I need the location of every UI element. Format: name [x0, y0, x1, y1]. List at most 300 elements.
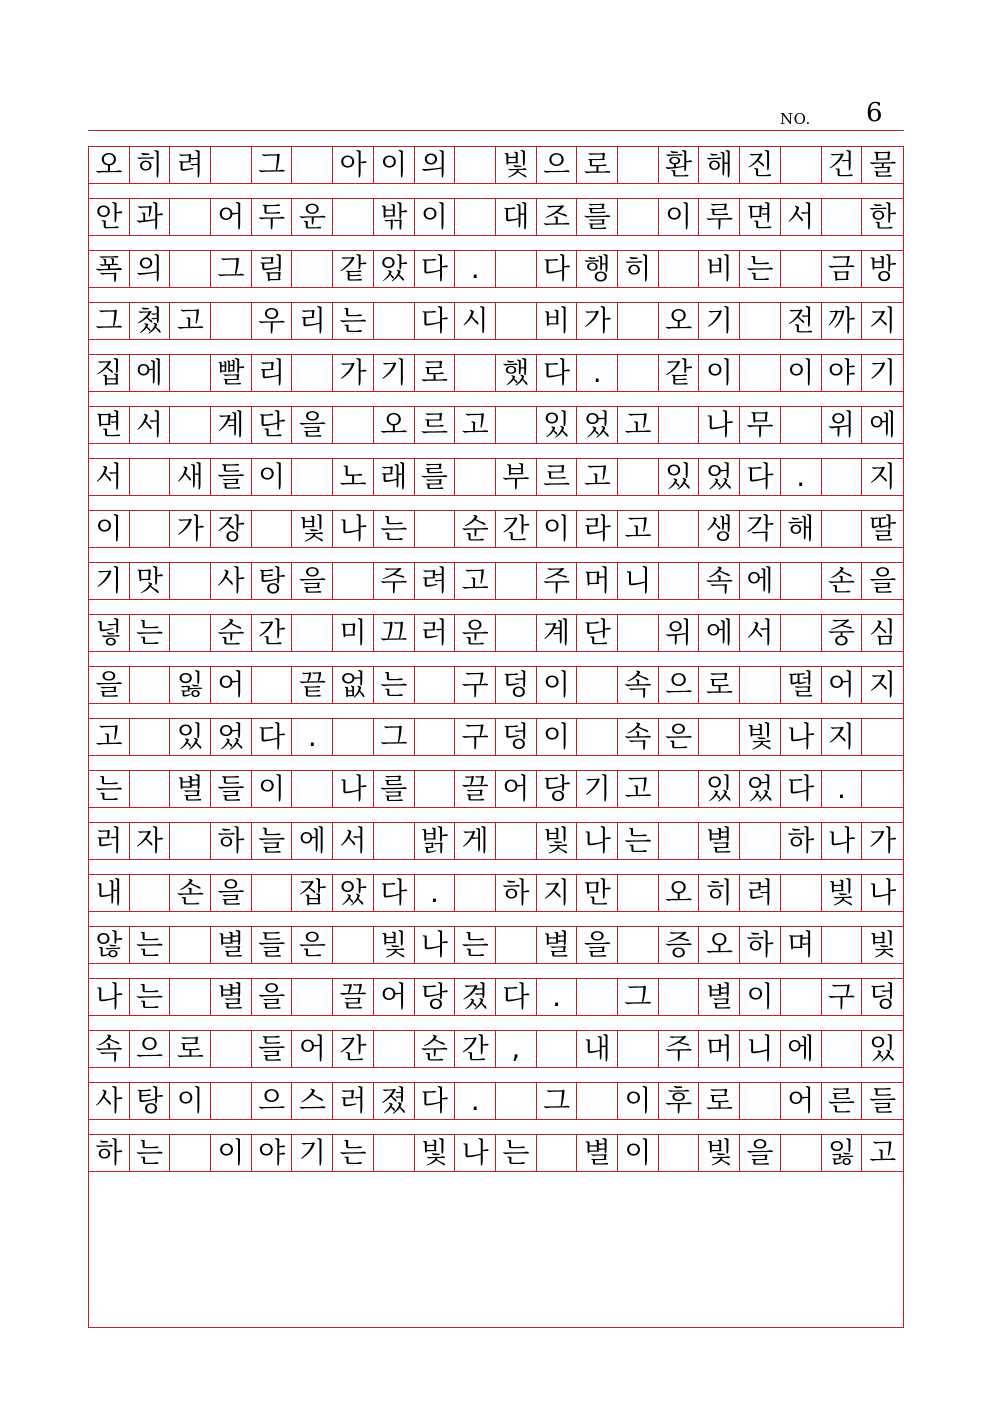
manuscript-cell: 별	[700, 823, 741, 859]
manuscript-cell: 고	[455, 407, 496, 443]
manuscript-cell	[781, 563, 822, 599]
manuscript-cell	[455, 199, 496, 235]
manuscript-cell	[333, 927, 374, 963]
manuscript-cell: 루	[700, 199, 741, 235]
manuscript-cell: 이	[618, 1135, 659, 1171]
manuscript-cell: ,	[496, 1031, 537, 1067]
manuscript-cell: 밝	[415, 823, 456, 859]
manuscript-cell	[496, 407, 537, 443]
manuscript-cell: 이	[659, 199, 700, 235]
manuscript-cell: 전	[781, 303, 822, 339]
manuscript-cell: 다	[537, 251, 578, 287]
manuscript-cell: 으	[537, 147, 578, 183]
manuscript-cell: 졌	[374, 1083, 415, 1119]
manuscript-cell: 러	[415, 615, 456, 651]
manuscript-cell	[659, 407, 700, 443]
manuscript-cell: .	[781, 459, 822, 495]
manuscript-cell: 서	[130, 407, 171, 443]
manuscript-cell: .	[415, 875, 456, 911]
manuscript-cell	[659, 979, 700, 1015]
manuscript-cell	[577, 1083, 618, 1119]
manuscript-cell: 기	[89, 563, 130, 599]
manuscript-cell: 빨	[211, 355, 252, 391]
manuscript-grid	[88, 146, 904, 1328]
manuscript-cell	[700, 719, 741, 755]
manuscript-cell: 빛	[537, 823, 578, 859]
manuscript-cell: 를	[374, 771, 415, 807]
manuscript-cell: 운	[293, 199, 334, 235]
manuscript-cell: 하	[89, 1135, 130, 1171]
manuscript-cell: 심	[869, 616, 897, 649]
manuscript-cell: 같	[659, 355, 700, 391]
manuscript-cell: 을	[293, 407, 334, 443]
manuscript-cell: 니	[618, 563, 659, 599]
manuscript-cell	[252, 511, 293, 547]
manuscript-cell: 오	[659, 875, 700, 911]
manuscript-cell: 사	[89, 1083, 130, 1119]
manuscript-cell: 자	[130, 823, 171, 859]
manuscript-row	[89, 1134, 903, 1172]
manuscript-cell: 가	[170, 511, 211, 547]
manuscript-cell: 는	[374, 667, 415, 703]
manuscript-cell	[211, 1031, 252, 1067]
manuscript-cell	[822, 1031, 863, 1067]
manuscript-cell: 라	[577, 511, 618, 547]
manuscript-cell: 는	[130, 979, 171, 1015]
manuscript-cell: 로	[700, 667, 741, 703]
manuscript-cell: 고	[618, 511, 659, 547]
manuscript-cell	[862, 719, 903, 755]
manuscript-cell: 고	[89, 719, 130, 755]
manuscript-cell: 나	[333, 511, 374, 547]
manuscript-cell: 니	[740, 1031, 781, 1067]
manuscript-cell	[496, 563, 537, 599]
manuscript-row	[89, 978, 903, 1016]
manuscript-cell	[659, 771, 700, 807]
manuscript-cell: 잡	[293, 875, 334, 911]
manuscript-cell: 순	[211, 615, 252, 651]
manuscript-cell: 물	[869, 148, 897, 181]
manuscript-cell: 에	[700, 615, 741, 651]
manuscript-cell: 속	[89, 1031, 130, 1067]
manuscript-cell	[211, 147, 252, 183]
manuscript-cell: 어	[822, 667, 863, 703]
manuscript-cell	[740, 1083, 781, 1119]
manuscript-cell: 이	[537, 667, 578, 703]
manuscript-cell: 로	[170, 1031, 211, 1067]
manuscript-cell: 증	[659, 927, 700, 963]
manuscript-cell: 을	[577, 927, 618, 963]
manuscript-cell: 별	[577, 1135, 618, 1171]
manuscript-cell: 히	[700, 875, 741, 911]
manuscript-cell: 탕	[252, 563, 293, 599]
manuscript-cell	[822, 927, 863, 963]
manuscript-cell	[455, 459, 496, 495]
manuscript-cell: 야	[252, 1135, 293, 1171]
manuscript-cell: 가	[869, 824, 897, 857]
manuscript-cell: 에	[130, 355, 171, 391]
manuscript-cell: 이	[211, 1135, 252, 1171]
manuscript-cell: 구	[455, 719, 496, 755]
manuscript-cell	[415, 667, 456, 703]
manuscript-cell: 다	[415, 1083, 456, 1119]
manuscript-cell: 나	[455, 1135, 496, 1171]
manuscript-cell: 폭	[89, 251, 130, 287]
manuscript-cell: 다	[415, 251, 456, 287]
manuscript-cell: 을	[211, 875, 252, 911]
manuscript-cell	[618, 459, 659, 495]
manuscript-cell: 러	[89, 823, 130, 859]
manuscript-cell: 건	[822, 147, 863, 183]
manuscript-cell: 이	[89, 511, 130, 547]
manuscript-cell: 에	[781, 1031, 822, 1067]
manuscript-cell: 별	[211, 927, 252, 963]
manuscript-cell: 서	[89, 459, 130, 495]
manuscript-cell: 생	[700, 511, 741, 547]
manuscript-cell	[618, 147, 659, 183]
manuscript-cell: 만	[577, 875, 618, 911]
manuscript-cell: 덩	[496, 667, 537, 703]
manuscript-cell: .	[577, 355, 618, 391]
manuscript-cell: 이	[700, 355, 741, 391]
manuscript-cell: 나	[700, 407, 741, 443]
manuscript-cell: 었	[700, 459, 741, 495]
manuscript-cell: 지	[537, 875, 578, 911]
manuscript-row	[89, 146, 903, 184]
manuscript-cell: .	[822, 771, 863, 807]
manuscript-cell: 간	[496, 511, 537, 547]
manuscript-cell: 가	[333, 355, 374, 391]
manuscript-cell	[496, 927, 537, 963]
manuscript-cell: 에	[740, 563, 781, 599]
manuscript-cell: 없	[333, 667, 374, 703]
manuscript-cell: 빛	[374, 927, 415, 963]
manuscript-cell	[740, 667, 781, 703]
manuscript-cell: 들	[252, 1031, 293, 1067]
manuscript-cell: 조	[537, 199, 578, 235]
manuscript-cell: 오	[659, 303, 700, 339]
manuscript-cell: 단	[252, 407, 293, 443]
manuscript-cell: 별	[700, 979, 741, 1015]
manuscript-cell: 어	[374, 979, 415, 1015]
manuscript-cell: 않	[89, 927, 130, 963]
manuscript-cell: 면	[89, 407, 130, 443]
manuscript-cell: 중	[822, 615, 863, 651]
manuscript-cell: 집	[89, 355, 130, 391]
manuscript-cell: 오	[374, 407, 415, 443]
manuscript-cell: 을	[252, 979, 293, 1015]
manuscript-cell	[740, 823, 781, 859]
manuscript-cell: 덩	[869, 980, 897, 1013]
manuscript-cell: 새	[170, 459, 211, 495]
manuscript-cell: 시	[455, 303, 496, 339]
manuscript-cell: 어	[781, 1083, 822, 1119]
manuscript-cell: 겼	[455, 979, 496, 1015]
manuscript-cell: 어	[293, 1031, 334, 1067]
manuscript-cell	[822, 511, 863, 547]
manuscript-cell: 로	[700, 1083, 741, 1119]
manuscript-cell: 르	[537, 459, 578, 495]
manuscript-cell	[496, 823, 537, 859]
manuscript-row	[89, 822, 903, 860]
manuscript-cell: 장	[211, 511, 252, 547]
manuscript-cell: 으	[659, 667, 700, 703]
manuscript-cell: 들	[211, 459, 252, 495]
manuscript-cell: 넣	[89, 615, 130, 651]
manuscript-cell: 맛	[130, 563, 171, 599]
manuscript-cell: 게	[455, 823, 496, 859]
manuscript-cell: 쳤	[130, 303, 171, 339]
manuscript-cell: 구	[822, 979, 863, 1015]
manuscript-cell	[293, 147, 334, 183]
manuscript-cell: 밖	[374, 199, 415, 235]
manuscript-cell: 계	[211, 407, 252, 443]
manuscript-cell: 당	[537, 771, 578, 807]
manuscript-cell: 딸	[869, 512, 897, 545]
manuscript-cell: 고	[869, 1136, 897, 1169]
manuscript-cell: 머	[700, 1031, 741, 1067]
manuscript-cell: 서	[333, 823, 374, 859]
manuscript-cell	[659, 511, 700, 547]
manuscript-cell	[618, 615, 659, 651]
manuscript-cell	[740, 355, 781, 391]
manuscript-cell	[293, 251, 334, 287]
manuscript-cell: 나	[822, 823, 863, 859]
manuscript-cell: 나	[577, 823, 618, 859]
manuscript-cell: 기	[869, 356, 897, 389]
manuscript-cell: 오	[89, 147, 130, 183]
manuscript-cell: 히	[618, 251, 659, 287]
manuscript-cell: 별	[537, 927, 578, 963]
manuscript-cell: 이	[618, 1083, 659, 1119]
manuscript-cell: 나	[781, 719, 822, 755]
manuscript-cell	[618, 927, 659, 963]
manuscript-cell: 내	[577, 1031, 618, 1067]
manuscript-cell: 에	[293, 823, 334, 859]
manuscript-cell	[415, 771, 456, 807]
manuscript-cell	[130, 771, 171, 807]
manuscript-cell: 려	[170, 147, 211, 183]
manuscript-cell: 는	[740, 251, 781, 287]
manuscript-cell: 는	[130, 1135, 171, 1171]
manuscript-cell	[293, 979, 334, 1015]
manuscript-cell: 는	[333, 1135, 374, 1171]
manuscript-cell: 있	[659, 459, 700, 495]
manuscript-cell: 그	[211, 251, 252, 287]
manuscript-cell: 로	[415, 355, 456, 391]
manuscript-cell	[618, 303, 659, 339]
manuscript-cell: 나	[333, 771, 374, 807]
manuscript-cell: 있	[170, 719, 211, 755]
manuscript-cell: .	[537, 979, 578, 1015]
manuscript-cell: 는	[496, 1135, 537, 1171]
manuscript-cell: 어	[496, 771, 537, 807]
manuscript-cell	[170, 615, 211, 651]
manuscript-row	[89, 770, 903, 808]
manuscript-cell: 있	[869, 1032, 897, 1065]
manuscript-row	[89, 458, 903, 496]
manuscript-cell: 안	[89, 199, 130, 235]
manuscript-cell	[130, 875, 171, 911]
manuscript-cell: 다	[740, 459, 781, 495]
manuscript-cell: 다	[374, 875, 415, 911]
manuscript-cell	[415, 719, 456, 755]
manuscript-cell	[293, 771, 334, 807]
manuscript-cell: 지	[869, 460, 897, 493]
manuscript-cell: 별	[170, 771, 211, 807]
manuscript-cell: 하	[211, 823, 252, 859]
manuscript-cell: 노	[333, 459, 374, 495]
manuscript-cell: .	[455, 1083, 496, 1119]
manuscript-cell: 어	[211, 667, 252, 703]
manuscript-cell: 방	[869, 252, 897, 285]
manuscript-cell	[333, 719, 374, 755]
manuscript-cell: 려	[415, 563, 456, 599]
manuscript-cell: 며	[781, 927, 822, 963]
manuscript-cell: 래	[374, 459, 415, 495]
manuscript-cell: 끌	[333, 979, 374, 1015]
manuscript-cell: 고	[618, 771, 659, 807]
manuscript-cell	[293, 459, 334, 495]
manuscript-cell: 들	[211, 771, 252, 807]
manuscript-cell: 는	[374, 511, 415, 547]
header-divider	[88, 130, 904, 131]
manuscript-cell: 끝	[293, 667, 334, 703]
manuscript-cell	[455, 355, 496, 391]
manuscript-cell: 주	[374, 563, 415, 599]
manuscript-cell: 은	[293, 927, 334, 963]
manuscript-cell: 다	[496, 979, 537, 1015]
manuscript-cell: 은	[659, 719, 700, 755]
manuscript-cell: 히	[130, 147, 171, 183]
manuscript-cell: 하	[496, 875, 537, 911]
manuscript-cell	[455, 147, 496, 183]
manuscript-cell: 속	[618, 667, 659, 703]
manuscript-cell: 러	[333, 1083, 374, 1119]
manuscript-cell	[496, 1083, 537, 1119]
manuscript-cell	[333, 199, 374, 235]
manuscript-cell: 순	[455, 511, 496, 547]
manuscript-cell	[293, 355, 334, 391]
manuscript-cell: 있	[537, 407, 578, 443]
manuscript-cell: 빛	[700, 1135, 741, 1171]
manuscript-cell: 순	[415, 1031, 456, 1067]
manuscript-cell	[781, 875, 822, 911]
manuscript-cell: 이	[374, 147, 415, 183]
manuscript-cell: 해	[700, 147, 741, 183]
manuscript-cell: 었	[577, 407, 618, 443]
manuscript-cell: 았	[333, 875, 374, 911]
manuscript-cell	[170, 1135, 211, 1171]
manuscript-cell	[659, 1135, 700, 1171]
manuscript-row	[89, 718, 903, 756]
manuscript-cell: 리	[293, 303, 334, 339]
manuscript-cell: 나	[415, 927, 456, 963]
manuscript-cell: 손	[170, 875, 211, 911]
manuscript-cell: 다	[252, 719, 293, 755]
manuscript-cell: 를	[415, 459, 456, 495]
manuscript-cell: 을	[89, 667, 130, 703]
manuscript-cell	[862, 771, 903, 807]
manuscript-cell: 과	[130, 199, 171, 235]
manuscript-cell: 이	[252, 459, 293, 495]
manuscript-cell	[293, 615, 334, 651]
manuscript-cell: 어	[211, 199, 252, 235]
manuscript-row	[89, 614, 903, 652]
manuscript-cell	[374, 1135, 415, 1171]
manuscript-cell: 고	[577, 459, 618, 495]
manuscript-cell: 는	[333, 303, 374, 339]
manuscript-cell: 행	[577, 251, 618, 287]
manuscript-cell: 까	[822, 303, 863, 339]
manuscript-cell: 을	[869, 564, 897, 597]
manuscript-row	[89, 562, 903, 600]
manuscript-cell: 구	[455, 667, 496, 703]
manuscript-cell: 하	[781, 823, 822, 859]
manuscript-cell	[577, 979, 618, 1015]
manuscript-cell: 그	[618, 979, 659, 1015]
manuscript-cell: 늘	[252, 823, 293, 859]
manuscript-cell	[455, 875, 496, 911]
manuscript-cell	[170, 927, 211, 963]
manuscript-cell	[537, 1031, 578, 1067]
manuscript-row	[89, 874, 903, 912]
manuscript-cell: 지	[869, 304, 897, 337]
manuscript-cell: 손	[822, 563, 863, 599]
manuscript-cell	[537, 1135, 578, 1171]
manuscript-cell	[170, 251, 211, 287]
manuscript-cell: 는	[89, 771, 130, 807]
manuscript-cell: 다	[415, 303, 456, 339]
manuscript-cell	[781, 615, 822, 651]
manuscript-cell	[170, 199, 211, 235]
manuscript-cell: 들	[252, 927, 293, 963]
manuscript-cell: 계	[537, 615, 578, 651]
manuscript-cell: .	[455, 251, 496, 287]
manuscript-cell	[496, 615, 537, 651]
manuscript-cell: 면	[740, 199, 781, 235]
manuscript-cell: 부	[496, 459, 537, 495]
manuscript-cell: 서	[781, 199, 822, 235]
manuscript-row	[89, 354, 903, 392]
manuscript-cell: 그	[89, 303, 130, 339]
manuscript-cell	[170, 355, 211, 391]
manuscript-cell: 르	[415, 407, 456, 443]
manuscript-cell: 을	[740, 1135, 781, 1171]
manuscript-cell: 빛	[740, 719, 781, 755]
manuscript-cell: 기	[700, 303, 741, 339]
manuscript-cell	[170, 563, 211, 599]
manuscript-cell: 서	[740, 615, 781, 651]
manuscript-cell: 그	[537, 1083, 578, 1119]
manuscript-cell: 는	[618, 823, 659, 859]
manuscript-cell: 지	[822, 719, 863, 755]
manuscript-cell: 이	[781, 355, 822, 391]
manuscript-cell: 의	[415, 147, 456, 183]
manuscript-cell	[170, 823, 211, 859]
manuscript-cell: 했	[496, 355, 537, 391]
manuscript-cell	[618, 1031, 659, 1067]
manuscript-cell	[211, 303, 252, 339]
manuscript-cell: 주	[659, 1031, 700, 1067]
manuscript-cell: 비	[700, 251, 741, 287]
manuscript-cell: 사	[211, 563, 252, 599]
manuscript-cell: 환	[659, 147, 700, 183]
manuscript-cell: 었	[211, 719, 252, 755]
manuscript-cell: 후	[659, 1083, 700, 1119]
manuscript-cell: 단	[577, 615, 618, 651]
manuscript-cell	[333, 407, 374, 443]
